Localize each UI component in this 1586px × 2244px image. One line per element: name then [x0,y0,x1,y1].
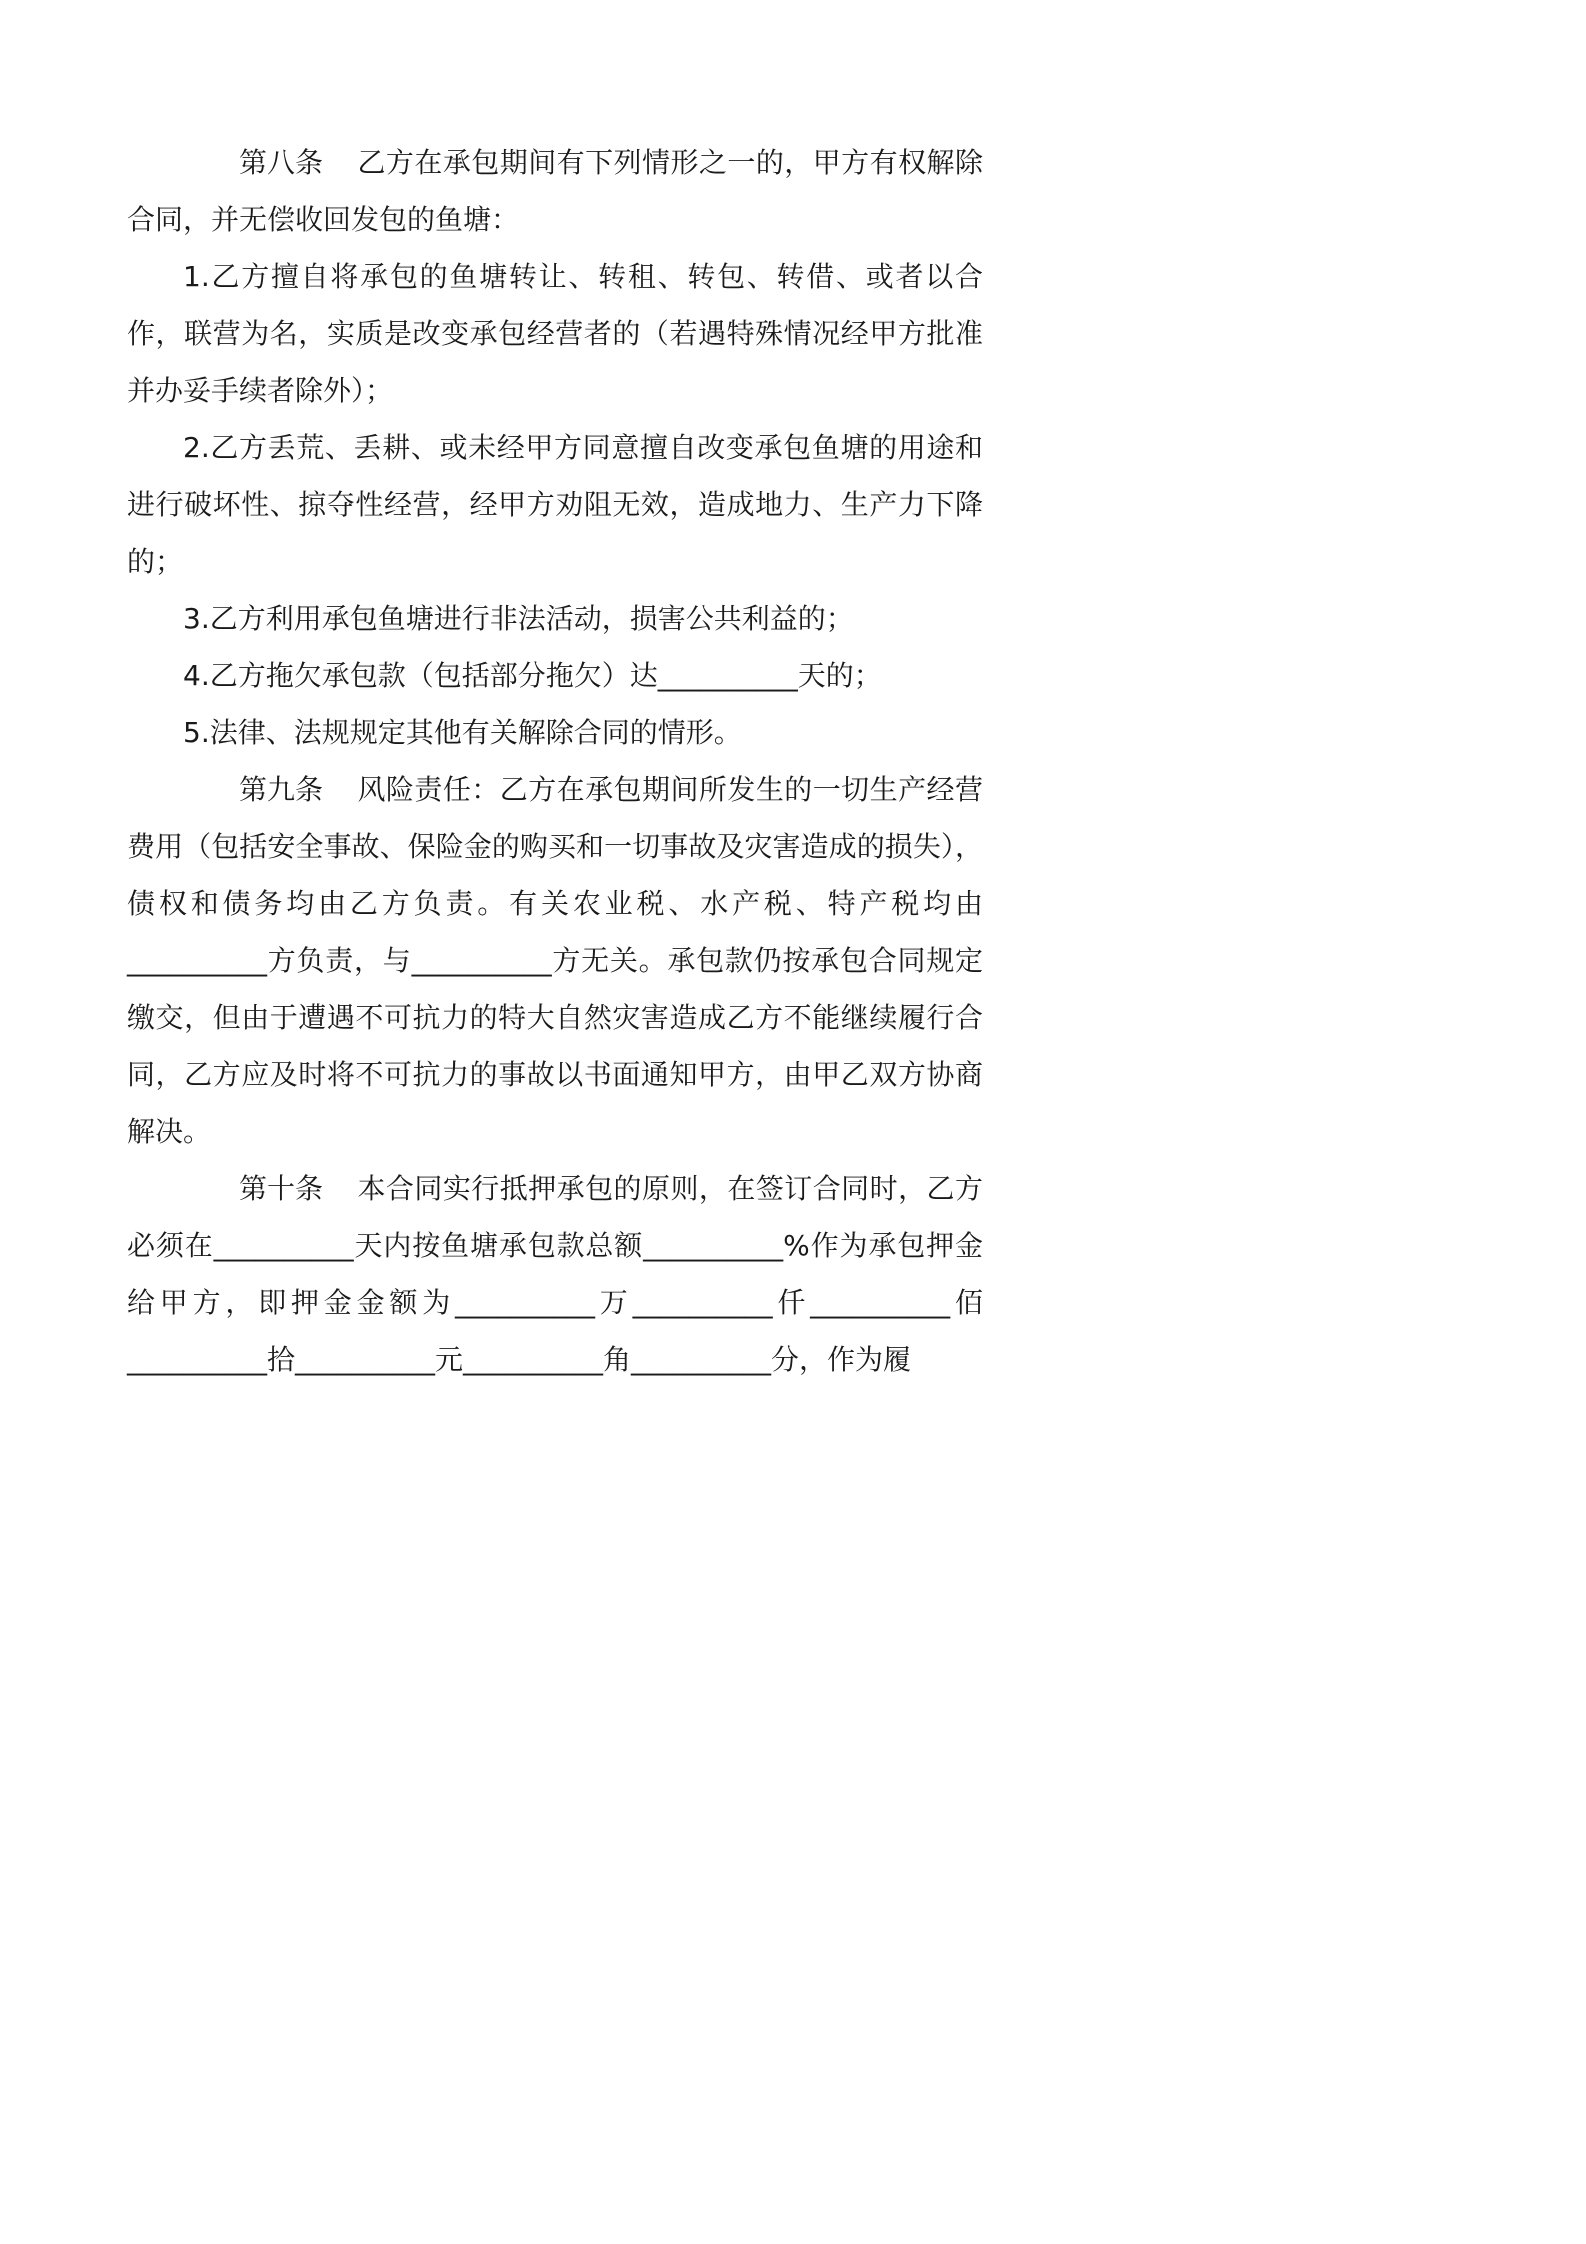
article-10-heading: 第十条 [239,1172,324,1205]
article-8-clause-1: 1.乙方擅自将承包的鱼塘转让、转租、转包、转借、或者以合作，联营为名，实质是改变承包经营者的（若遇特殊情况经甲方批准并办妥手续者除外）； [127,260,983,407]
article-8-clause-3: 3.乙方利用承包鱼塘进行非法活动，损害公共利益的； [183,602,854,635]
article-8-clause-4: 4.乙方拖欠承包款（包括部分拖欠）达__________天的； [183,659,882,692]
article-8-clause-5: 5.法律、法规规定其他有关解除合同的情形。 [183,716,742,749]
article-8-clause-2: 2.乙方丢荒、丢耕、或未经甲方同意擅自改变承包鱼塘的用途和进行破坏性、掠夺性经营，经甲方劝阻无效，造成地力、生产力下降的； [127,431,983,578]
article-9-text: 风险责任：乙方在承包期间所发生的一切生产经营费用（包括安全事故、保险金的购买和一切事故及灾害造成的损失），债权和债务均由乙方负责。有关农业税、水产税、特产税均由__________方负责，与__________方无关。承包款仍按承包合同规定缴交，但由于遭遇不可抗力的特大自然灾害造成乙方不能继续履行合同，乙方应及时将不可抗力的事故以书面通知甲方，由甲乙双方协商解决。 [127,773,983,1148]
article-10-text: 本合同实行抵押承包的原则，在签订合同时，乙方必须在__________天内按鱼塘承包款总额__________%作为承包押金给甲方，即押金金额为__________万__________仟__________佰__________拾__________元__________角__________分，作为履 [127,1172,983,1376]
contract-page [127,134,983,1388]
article-8-text: 乙方在承包期间有下列情形之一的，甲方有权解除合同，并无偿收回发包的鱼塘： [127,146,983,236]
article-9-paragraph [127,761,983,1160]
article-8-paragraph [127,134,983,248]
article-9-heading: 第九条 [239,773,324,806]
article-10-paragraph [127,1160,983,1388]
article-8-heading: 第八条 [239,146,324,179]
